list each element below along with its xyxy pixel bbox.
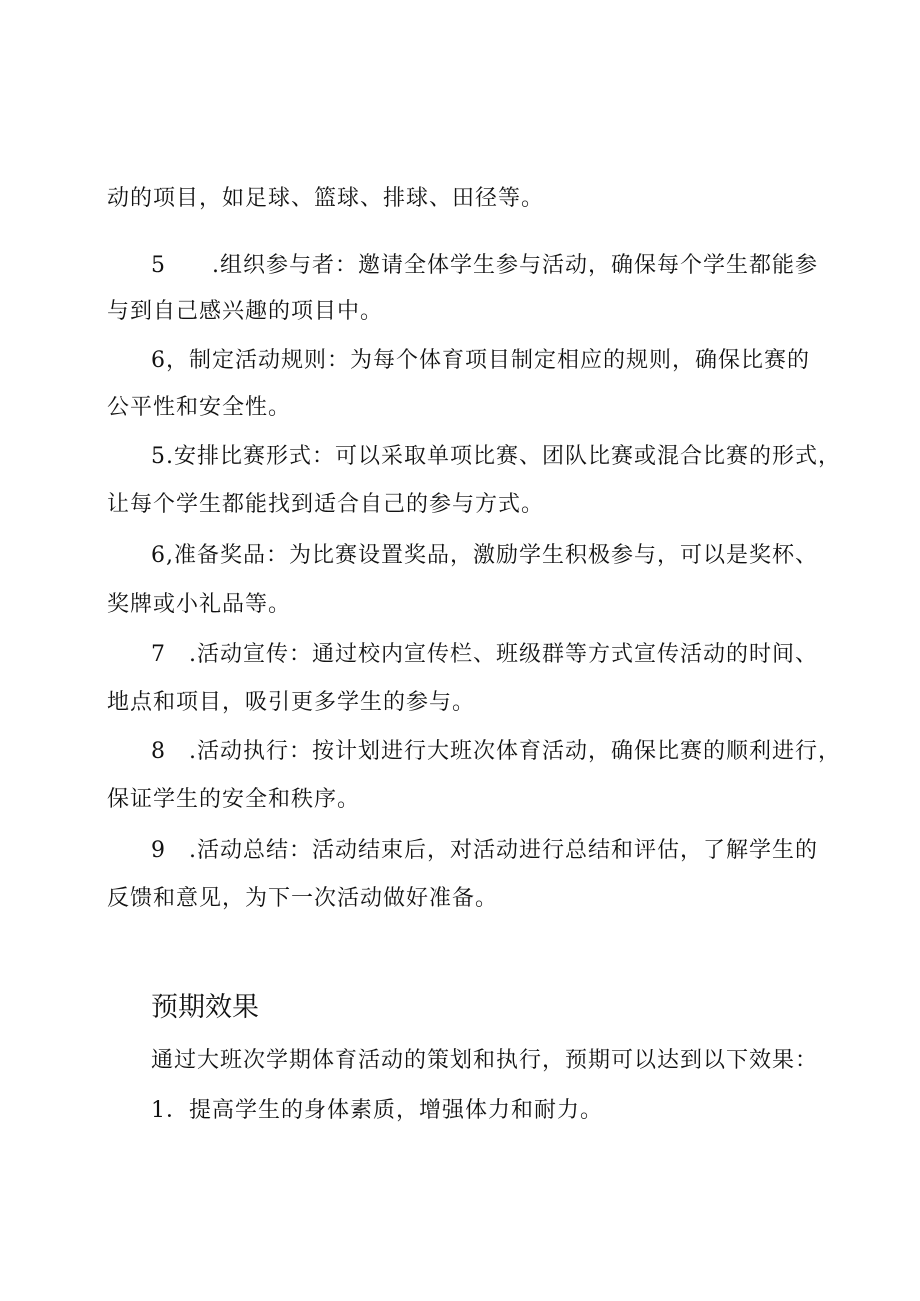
list-item-competition-format: 5.安排比赛形式：可以采取单项比赛、团队比赛或混合比赛的形式，: [151, 444, 841, 469]
paragraph-line: 与到自己感兴趣的项目中。: [107, 299, 384, 324]
paragraph-line: 动的项目，如足球、篮球、排球、田径等。: [107, 186, 545, 211]
paragraph-line: 让每个学生都能找到适合自己的参与方式。: [107, 492, 545, 517]
paragraph-line: 奖牌或小礼品等。: [107, 592, 292, 617]
paragraph-line: 保证学生的安全和秩序。: [107, 787, 361, 812]
list-item-promotion: 7 .活动宣传：通过校内宣传栏、班级群等方式宣传活动的时间、: [151, 642, 818, 667]
paragraph-line: 地点和项目，吸引更多学生的参与。: [107, 690, 476, 715]
paragraph-line: 反馈和意见，为下一次活动做好准备。: [107, 886, 499, 911]
paragraph-line: 公平性和安全性。: [107, 395, 292, 420]
list-item-execution: 8 .活动执行：按计划进行大班次体育活动，确保比赛的顺利进行，: [151, 739, 841, 764]
list-item-physical-fitness: 1．提高学生的身体素质，增强体力和耐力。: [151, 1098, 603, 1123]
list-item-activity-rules: 6，制定活动规则：为每个体育项目制定相应的规则，确保比赛的: [151, 348, 810, 373]
list-item-summary: 9 .活动总结：活动结束后，对活动进行总结和评估，了解学生的: [151, 838, 818, 863]
list-item-prizes: 6,准备奖品：为比赛设置奖品，激励学生积极参与，可以是奖杯、: [151, 543, 818, 568]
section-heading-expected-results: 预期效果: [151, 992, 259, 1023]
section-intro-line: 通过大班次学期体育活动的策划和执行，预期可以达到以下效果：: [151, 1048, 819, 1073]
list-item-organize-participants: 5 .组织参与者：邀请全体学生参与活动，确保每个学生都能参: [151, 253, 818, 278]
